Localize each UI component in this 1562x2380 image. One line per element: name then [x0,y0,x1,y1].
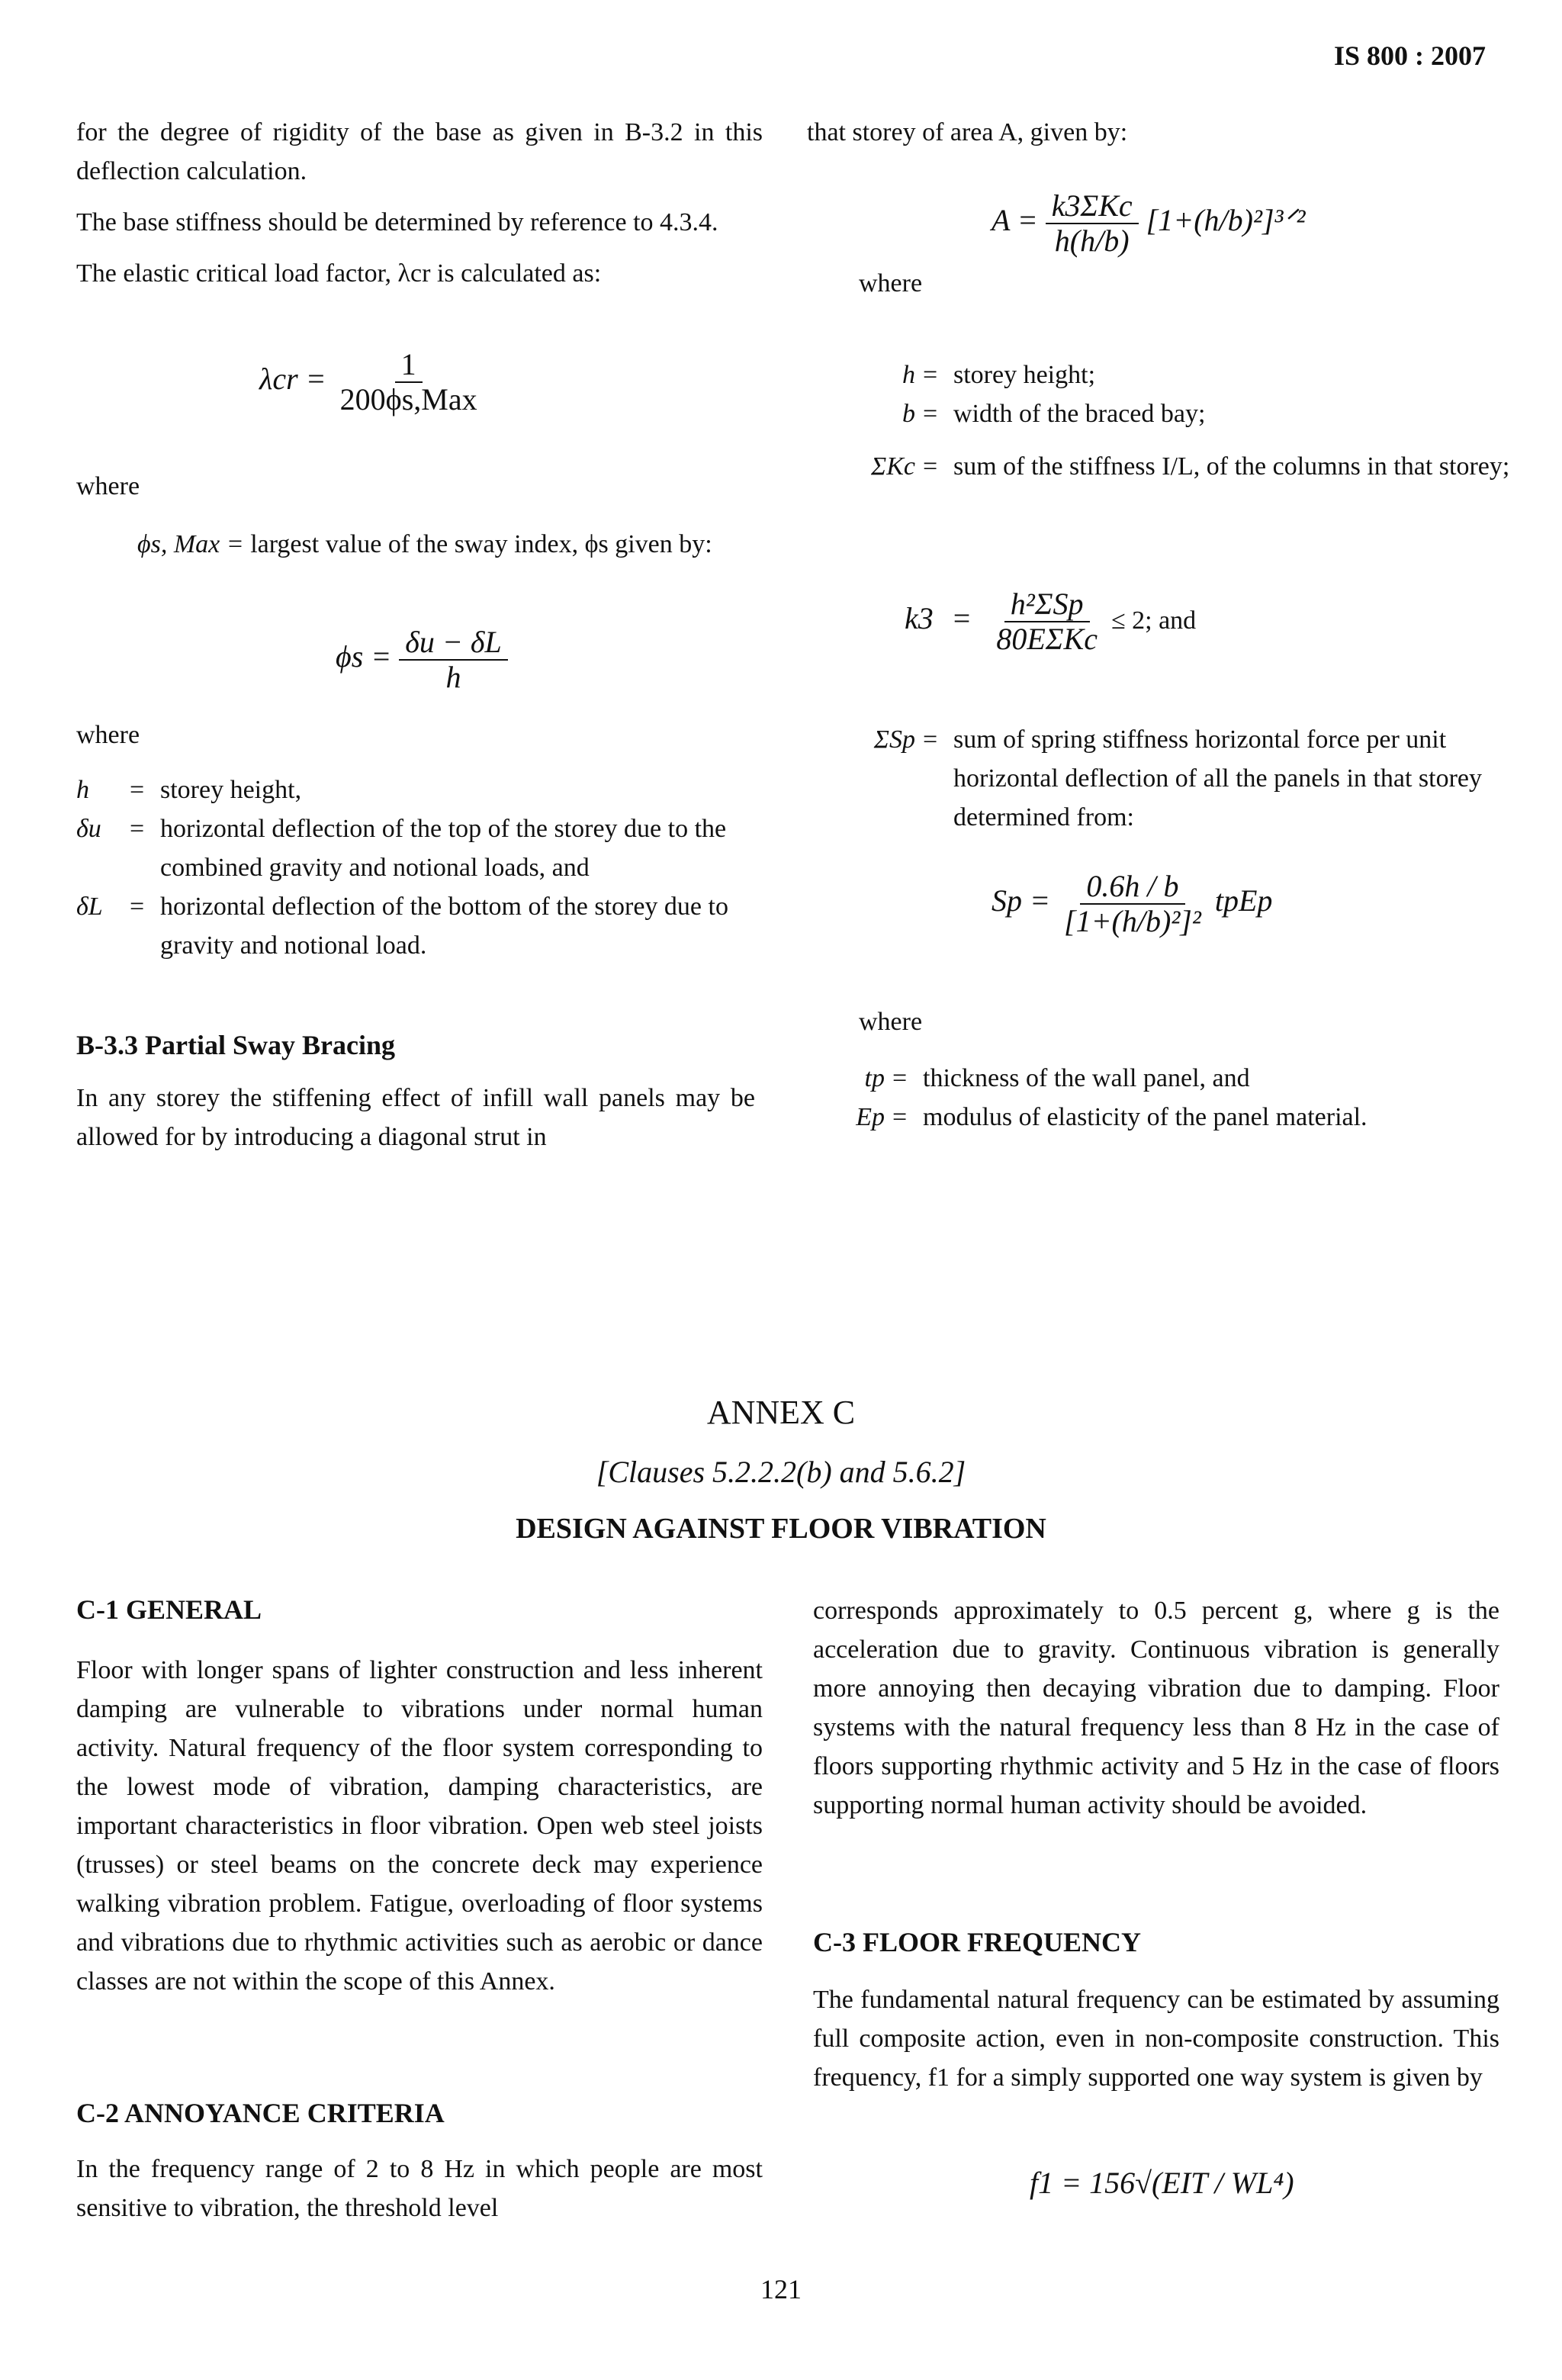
c2-continued: corresponds approximately to 0.5 percent g, where g is the acceleration due to gravity. Continuous vibration is generally more annoying then decaying vibration due to damping. Floor systems with the natural frequency less than 8 Hz in the case of floors supporting rhythmic activity and 5 Hz in the case of floors supporting normal human activity should be avoided. [813,1597,1499,1819]
rdef2-eq: = [892,1064,908,1092]
c3-text: The fundamental natural frequency can be estimated by assuming full composite action, even in non-composite construction. This frequency, f1 for a simply supported one way system is given by [813,1986,1499,2092]
c1-text: Floor with longer spans of lighter construction and less inherent damping are vulnerable to vibrations under normal human activity. Natural frequency of the floor system corresponding to the lowest mode of vibration, damping characteristics, are important characteristics in floor vibration. Open web steel joists (trusses) or steel beams on the concrete deck may experience walking vibration problem. Fatigue, overloading of floor systems and vibrations due to rhythmic activities such as aerobic or dance classes are not within the scope of this Annex. [76,1656,763,1996]
c2-title: C-2 ANNOYANCE CRITERIA [76,2098,445,2128]
c1-title: C-1 GENERAL [76,1594,262,1625]
where-2: where [76,721,140,749]
def-eq: = [130,776,145,804]
c3-title: C-3 FLOOR FREQUENCY [813,1927,1141,1957]
b33-title: B-3.3 Partial Sway Bracing [76,1030,395,1060]
def-eq: = [130,892,145,921]
rdef2-row-ep [793,1098,1525,1137]
k3-eq: = [953,601,971,636]
k3-sym: k3 [905,601,934,636]
equation-area [992,189,1305,258]
b33-text: In any storey the stiffening effect of infill wall panels may be allowed for by introducing a diagonal strut in [76,1084,755,1151]
right-where-2: where [859,1008,923,1036]
rdef2-eq: = [892,1103,908,1131]
left-para-3: The elastic critical load factor, λcr is calculated as: [76,259,602,288]
annex-clauses: [Clauses 5.2.2.2(b) and 5.6.2] [596,1455,966,1489]
rdef2-sym: Ep [856,1103,885,1131]
k3-den: 80EΣKc [996,622,1098,656]
eqA-num: k3ΣKc [1046,189,1139,224]
phi-max-text: largest value of the sway index, ϕs given by: [250,530,712,558]
eqSp-num: 0.6h / b [1080,870,1184,905]
def-row-h [76,770,763,809]
eq1-num: 1 [395,348,423,383]
k3-num: h²ΣSp [1004,587,1090,622]
sp-text: sum of spring stiffness horizontal force per unit horizontal deflection of all the panels in that storey determined from: [953,725,1482,831]
eqSp-tail: tpEp [1214,883,1273,918]
equation-phi-s [336,626,508,694]
def-sym: h [76,776,89,804]
where-1: where [76,472,140,500]
page-number: 121 [760,2274,802,2304]
def-sym: δu [76,815,101,843]
equation-k3 [905,587,1196,656]
eqA-tail: [1+(h/b)²]³ᐟ² [1146,203,1306,238]
eqA-den: h(h/b) [1054,224,1130,258]
def-eq: = [130,815,145,843]
def-row-du [76,809,763,887]
k3-tail: ≤ 2; and [1110,606,1197,635]
eq2-den: h [445,660,461,694]
eqSp-den: [1+(h/b)²]² [1064,904,1201,938]
rdef-sym: ΣKc [871,452,915,481]
left-definitions [76,770,763,965]
left-column [76,113,763,293]
rdef-text: sum of the stiffness I/L, of the columns in that storey; [953,452,1510,481]
rdef-eq: = [923,400,938,428]
sp-definition [824,720,1510,837]
eqA-lhs: A = [992,203,1038,238]
left-para-2: The base stiffness should be determined by reference to 4.3.4. [76,208,718,236]
annex-title: ANNEX C [706,1394,856,1431]
right-definitions-2 [793,1059,1525,1137]
rdef2-sym: tp [864,1064,885,1092]
rdef2-text: thickness of the wall panel, and [923,1064,1250,1092]
phi-max-sym: ϕs, Max = [137,530,244,558]
annex-subtitle: DESIGN AGAINST FLOOR VIBRATION [516,1513,1046,1545]
sp-eq: = [923,725,938,754]
rdef2-text: modulus of elasticity of the panel material. [923,1103,1368,1131]
right-para-1: that storey of area A, given by: [807,118,1128,146]
phi-max-def [137,525,763,564]
rdef-eq: = [923,452,938,481]
equation-sp [992,870,1272,938]
def-text: storey height, [160,776,302,804]
c3-equation: f1 = 156√(EIT / WL⁴) [1030,2166,1294,2200]
eqSp-lhs: Sp = [992,883,1050,918]
standard-header: IS 800 : 2007 [1333,40,1486,71]
sp-sym: ΣSp [873,725,915,754]
eq1-lhs: λcr = [259,362,326,397]
rdef-row-h [824,355,1510,394]
rdef-row-b [824,394,1510,433]
eq1-den: 200ϕs,Max [339,382,477,416]
rdef-row-kc [824,447,1510,486]
rdef-sym: b [902,400,915,428]
right-where-1: where [859,269,923,298]
rdef-eq: = [923,361,938,389]
def-row-dl [76,887,763,965]
equation-lambda-cr [259,348,484,416]
def-text: horizontal deflection of the top of the storey due to the combined gravity and notional loads, and [160,815,727,882]
eq2-lhs: ϕs = [336,639,392,674]
left-para-1: for the degree of rigidity of the base as given in B-3.2 in this deflection calculation. [76,118,763,185]
c2-text: In the frequency range of 2 to 8 Hz in which people are most sensitive to vibration, the threshold level [76,2155,763,2222]
rdef-text: width of the braced bay; [953,400,1206,428]
def-text: horizontal deflection of the bottom of the storey due to gravity and notional load. [160,892,728,960]
def-sym: δL [76,892,103,921]
rdef-sym: h [902,361,915,389]
eq2-num: δu − δL [399,626,507,661]
rdef-text: storey height; [953,361,1096,389]
right-definitions [824,355,1510,486]
rdef2-row-tp [793,1059,1525,1098]
